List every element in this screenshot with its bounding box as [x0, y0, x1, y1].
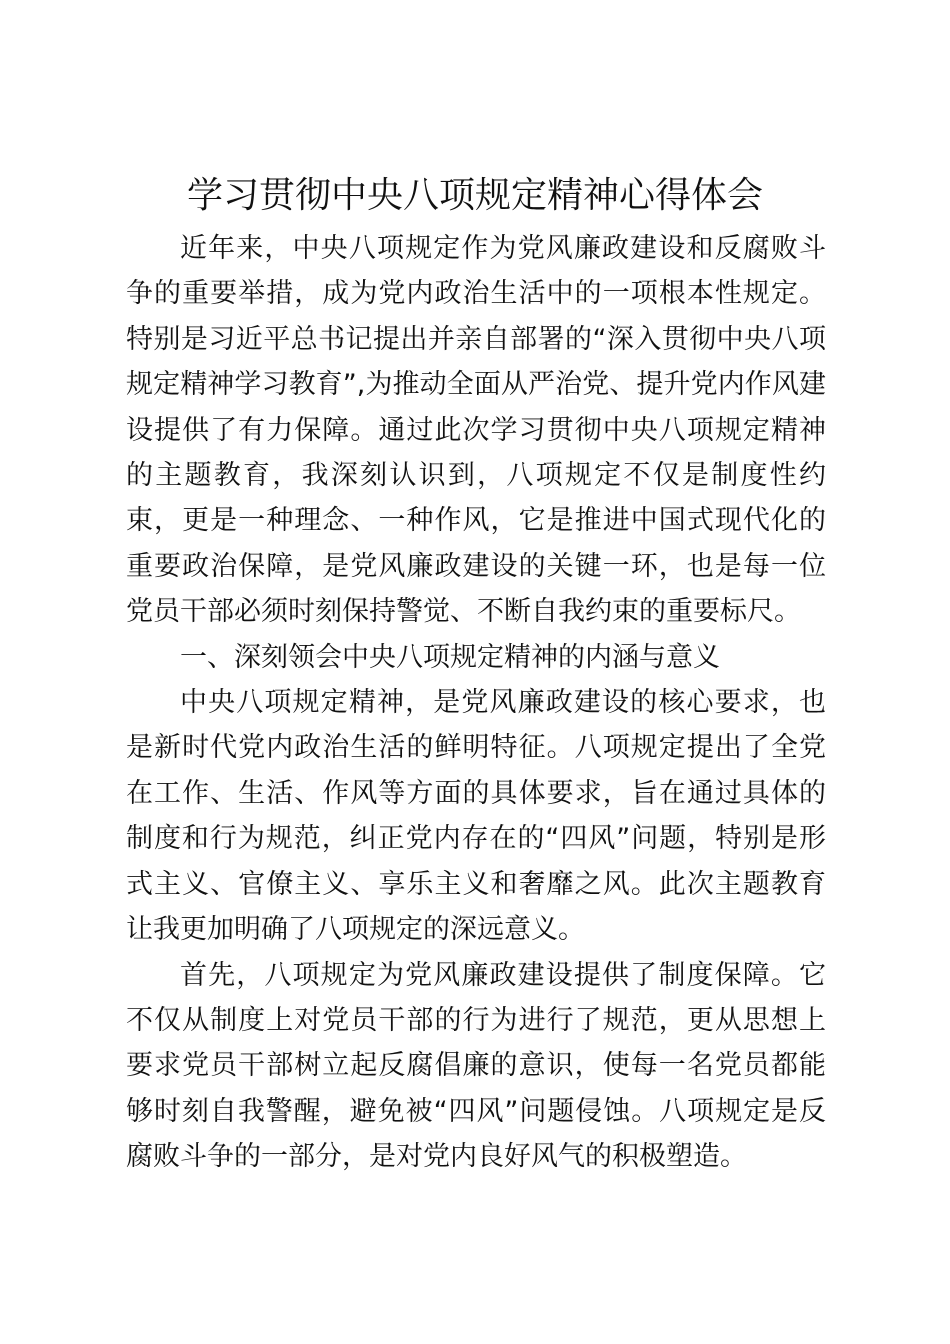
- paragraph-section-1: 中央八项规定精神，是党风廉政建设的核心要求，也是新时代党内政治生活的鲜明特征。八项规定提出了全党在工作、生活、作风等方面的具体要求，旨在通过具体的制度和行为规范，纠正党内存在的“四风”问题，特别是形式主义、官僚主义、享乐主义和奢靡之风。此次主题教育让我更加明确了八项规定的深远意义。: [126, 687, 826, 946]
- section-heading-1: 一、深刻领会中央八项规定精神的内涵与意义: [180, 641, 720, 673]
- paragraph-intro: 近年来，中央八项规定作为党风廉政建设和反腐败斗争的重要举措，成为党内政治生活中的一项根本性规定。特别是习近平总书记提出并亲自部署的“深入贯彻中央八项规定精神学习教育”,为推动全面从严治党、提升党内作风建设提供了有力保障。通过此次学习贯彻中央八项规定精神的主题教育，我深刻认识到，八项规定不仅是制度性约束，更是一种理念、一种作风，它是推进中国式现代化的重要政治保障，是党风廉政建设的关键一环，也是每一位党员干部必须时刻保持警觉、不断自我约束的重要标尺。: [126, 233, 826, 628]
- document-body: [126, 226, 826, 1180]
- document-title: 学习贯彻中央八项规定精神心得体会: [186, 175, 763, 216]
- paragraph-first-point: 首先，八项规定为党风廉政建设提供了制度保障。它不仅从制度上对党员干部的行为进行了规范，更从思想上要求党员干部树立起反腐倡廉的意识，使每一名党员都能够时刻自我警醒，避免被“四风”问题侵蚀。八项规定是反腐败斗争的一部分，是对党内良好风气的积极塑造。: [126, 959, 826, 1173]
